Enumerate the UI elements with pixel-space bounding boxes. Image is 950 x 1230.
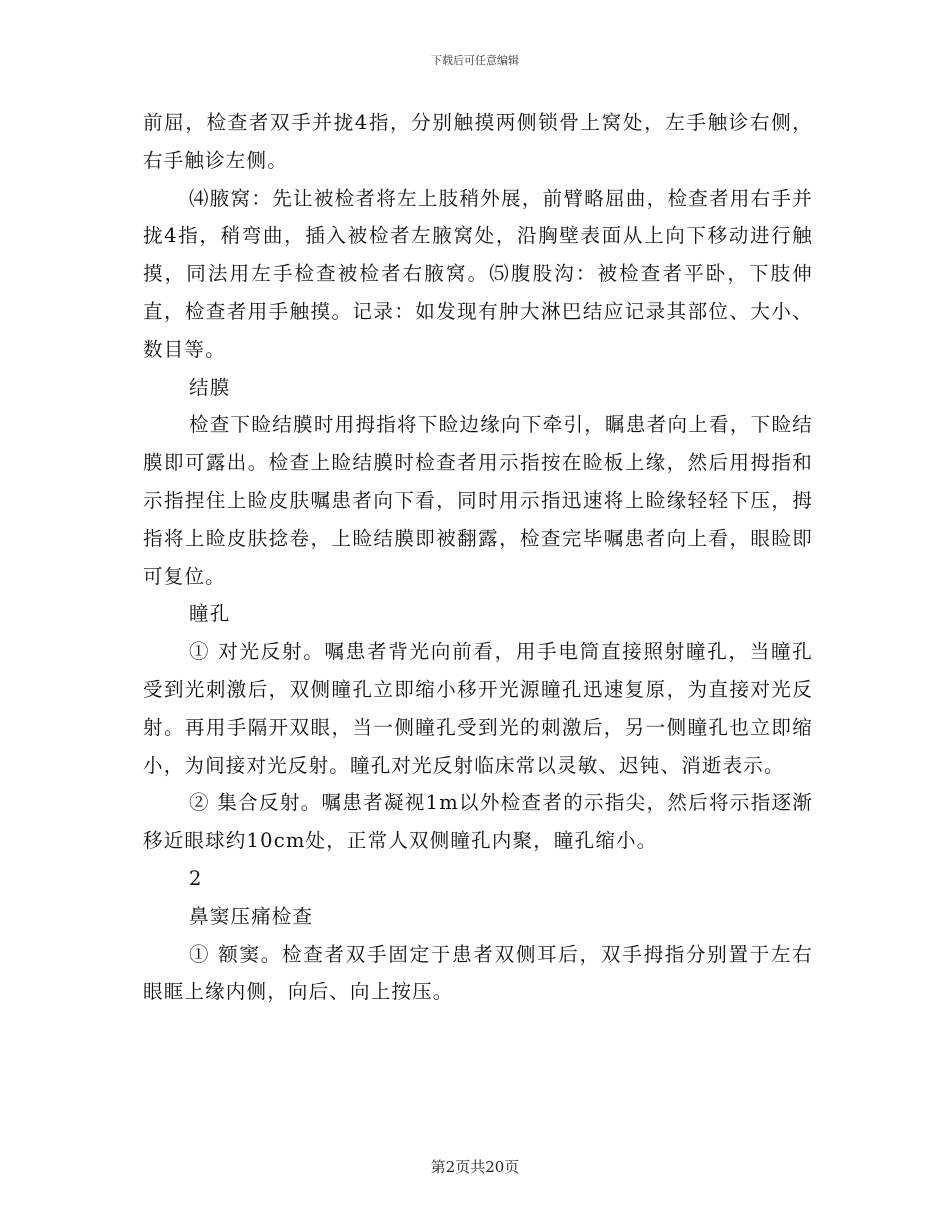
paragraph-axilla-groin: ⑷腋窝：先让被检者将左上肢稍外展，前臂略屈曲，检查者用右手并拢4指，稍弯曲，插入被检者左腋窝处，沿胸壁表面从上向下移动进行触摸，同法用左手检查被检者右腋窝。⑸腹股沟：被检查者平卧，下肢伸直，检查者用手触摸。记录：如发现有肿大淋巴结应记录其部位、大小、数目等。 — [143, 186, 813, 361]
paragraph-frontal-sinus: ① 额窦。检查者双手固定于患者双侧耳后，双手拇指分别置于左右眼眶上缘内侧，向后、向上按压。 — [143, 942, 813, 1004]
section-heading-conjunctiva: 结膜 — [189, 375, 231, 399]
paragraph-conjunctiva: 检查下睑结膜时用拇指将下睑边缘向下牵引，瞩患者向上看，下睑结膜即可露出。检查上睑结膜时检查者用示指按在睑板上缘，然后用拇指和示指捏住上睑皮肤嘱患者向下看，同时用示指迅速将上睑缘轻轻下压，拇指将上睑皮肤捻卷，上睑结膜即被翻露，检查完毕嘱患者向上看，眼睑即可复位。 — [143, 413, 813, 588]
paragraph-supraclavicular: 前屈，检查者双手并拢4指，分别触摸两侧锁骨上窝处，左手触诊右侧，右手触诊左侧。 — [143, 111, 813, 172]
section-heading-sinus: 鼻窦压痛检查 — [189, 904, 314, 928]
paragraph-accommodation-reflex: ② 集合反射。嘱患者凝视1m以外检查者的示指尖，然后将示指逐渐移近眼球约10cm处，正常人双侧瞳孔内聚，瞳孔缩小。 — [143, 791, 813, 853]
paragraph-light-reflex: ① 对光反射。嘱患者背光向前看，用手电筒直接照射瞳孔，当瞳孔受到光刺激后，双侧瞳孔立即缩小移开光源瞳孔迅速复原，为直接对光反射。再用手隔开双眼，当一侧瞳孔受到光的刺激后，另一侧瞳孔也立即缩小，为间接对光反射。瞳孔对光反射临床常以灵敏、迟钝、消逝表示。 — [143, 640, 813, 777]
page-number-footer: 第2页共20页 — [430, 1158, 520, 1176]
document-body — [143, 104, 813, 1011]
page-header-note: 下载后可任意编辑 — [431, 54, 519, 67]
section-heading-pupil: 瞳孔 — [189, 602, 231, 626]
section-number: 2 — [189, 866, 203, 890]
